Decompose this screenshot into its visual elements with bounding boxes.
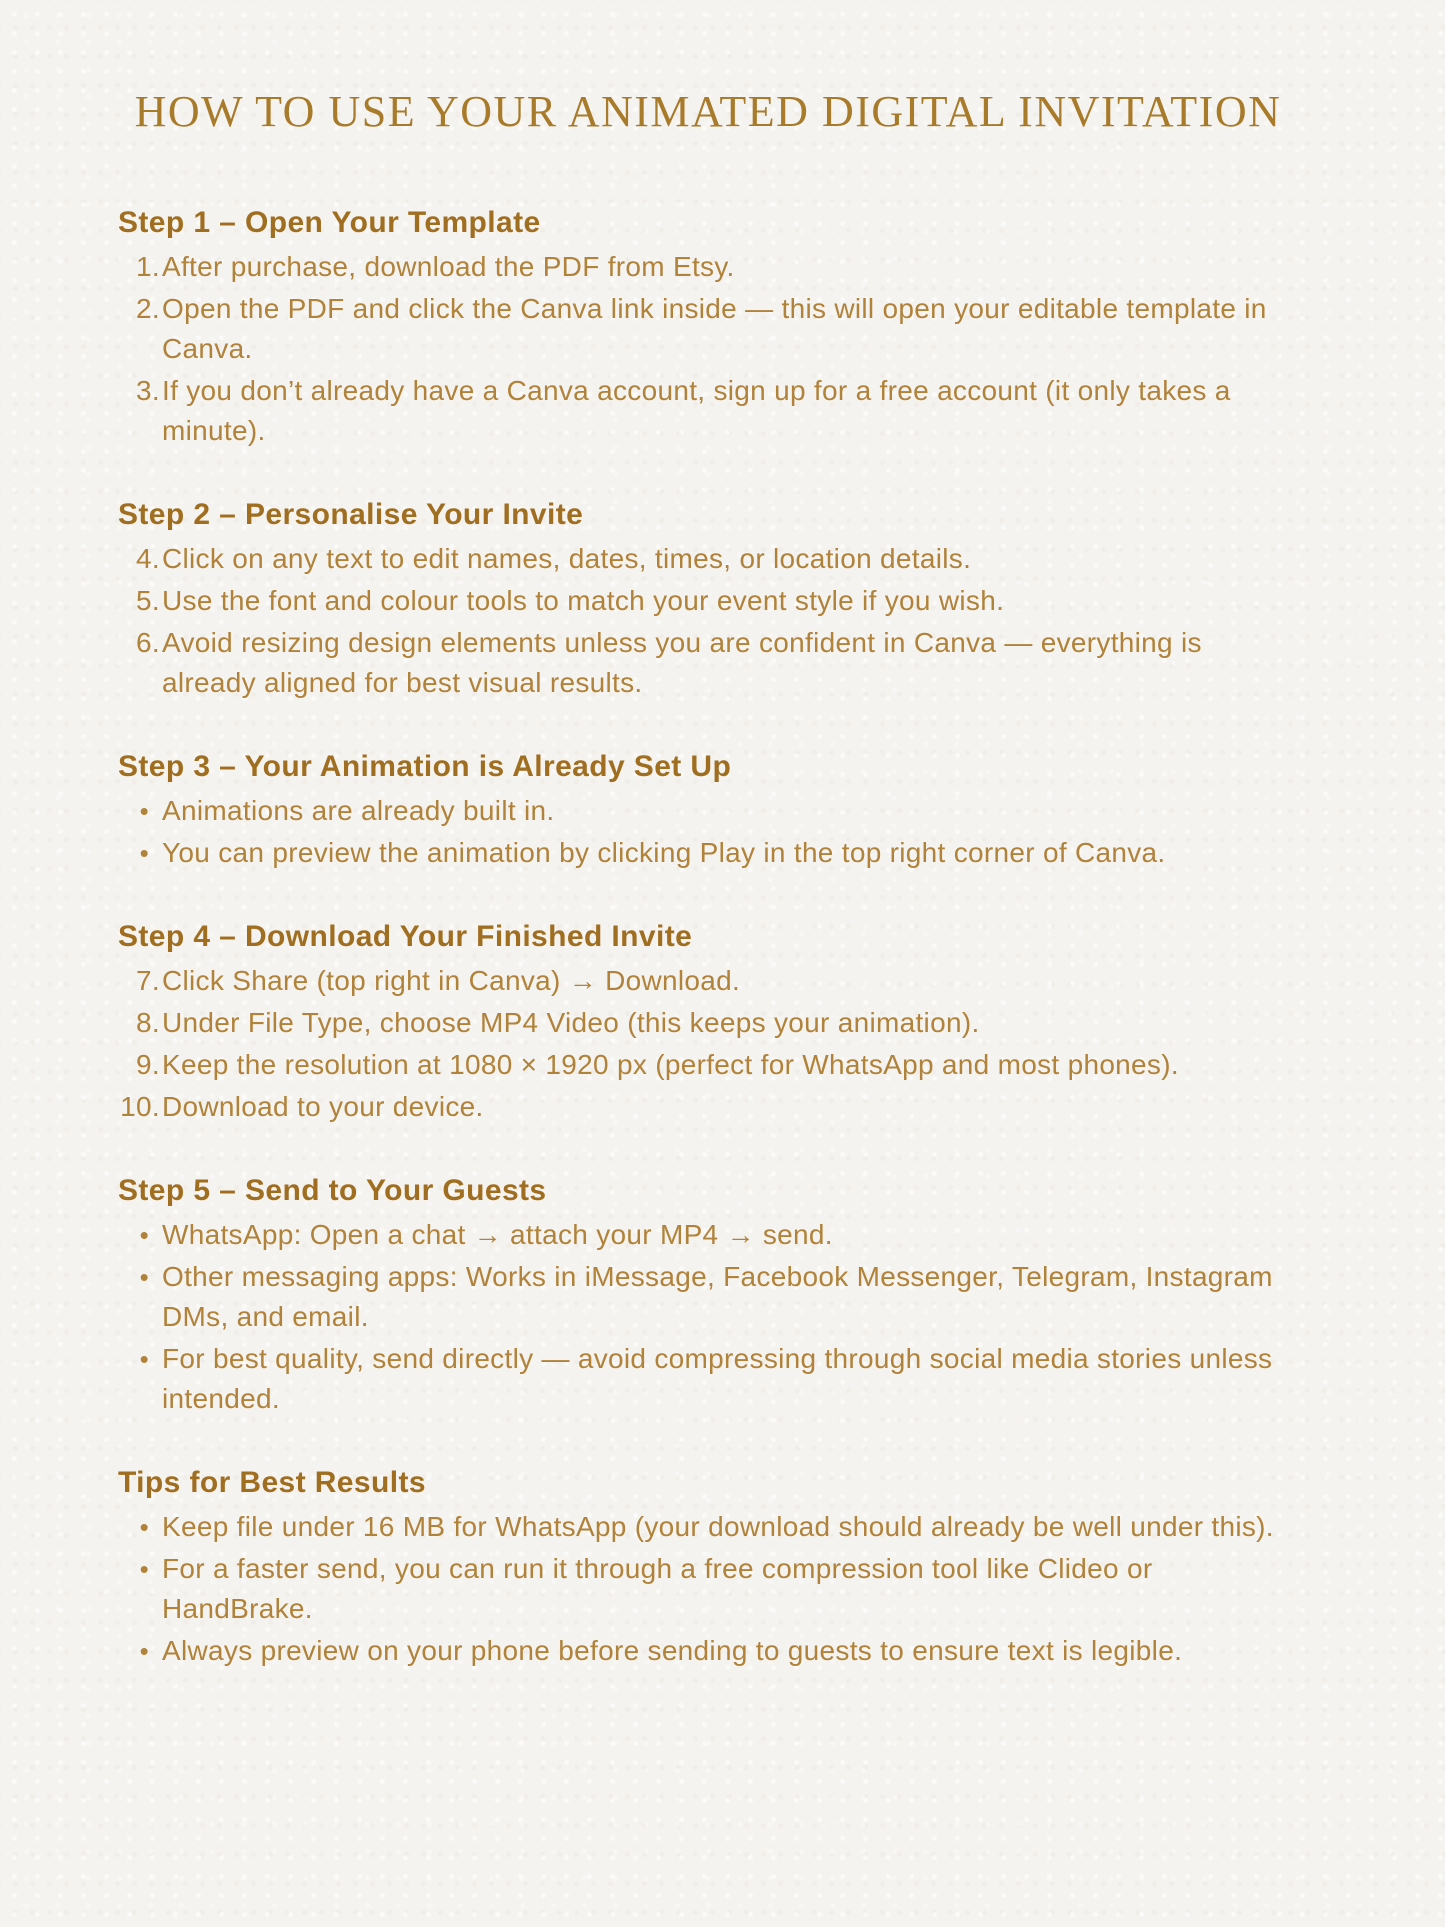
section-2: [118, 495, 1298, 703]
item-number: 5.: [136, 584, 160, 616]
bullet-dot: •: [139, 1511, 149, 1542]
instruction-page: [118, 0, 1298, 1793]
item-number: 7.: [136, 964, 160, 996]
bullet-dot: •: [139, 837, 149, 868]
list-item: [118, 1549, 1298, 1629]
item-text: After purchase, download the PDF from Etsy.: [162, 250, 735, 282]
list-item: [118, 539, 1298, 579]
item-text: WhatsApp: Open a chat → attach your MP4 → send.: [162, 1218, 833, 1250]
item-text: Click on any text to edit names, dates, times, or location details.: [162, 542, 972, 574]
section-list: [118, 961, 1298, 1127]
list-item: [118, 1631, 1298, 1671]
list-item: [118, 791, 1298, 831]
item-number: 10.: [120, 1090, 160, 1122]
bullet-dot: •: [139, 1261, 149, 1292]
section-list: [118, 1507, 1298, 1671]
bullet-dot: •: [139, 1219, 149, 1250]
item-text: Avoid resizing design elements unless you are confident in Canva — everything is already aligned for best visual results.: [162, 626, 1202, 698]
item-number: 6.: [136, 626, 160, 658]
item-text: Open the PDF and click the Canva link inside — this will open your editable template in Canva.: [162, 292, 1267, 364]
item-text: Download to your device.: [162, 1090, 484, 1122]
bullet-dot: •: [139, 1635, 149, 1666]
section-heading: Step 3 – Your Animation is Already Set Up: [118, 749, 732, 783]
list-item: [118, 961, 1298, 1001]
bullet-dot: •: [139, 1553, 149, 1584]
list-item: [118, 1257, 1298, 1337]
section-list: [118, 539, 1298, 703]
sections-container: [118, 203, 1298, 1671]
item-text: Other messaging apps: Works in iMessage, Facebook Messenger, Telegram, Instagram DMs, and email.: [162, 1260, 1273, 1332]
list-item: [118, 623, 1298, 703]
section-list: [118, 791, 1298, 873]
section-heading: Tips for Best Results: [118, 1465, 426, 1499]
item-text: Under File Type, choose MP4 Video (this keeps your animation).: [162, 1006, 980, 1038]
bullet-dot: •: [139, 1343, 149, 1374]
list-item: [118, 833, 1298, 873]
list-item: [118, 581, 1298, 621]
section-5: [118, 1171, 1298, 1419]
item-text: Keep file under 16 MB for WhatsApp (your download should already be well under this).: [162, 1510, 1274, 1542]
item-text: Always preview on your phone before sending to guests to ensure text is legible.: [162, 1634, 1183, 1666]
item-text: Animations are already built in.: [162, 794, 555, 826]
list-item: [118, 1087, 1298, 1127]
list-item: [118, 289, 1298, 369]
item-text: Use the font and colour tools to match your event style if you wish.: [162, 584, 1005, 616]
section-heading: Step 2 – Personalise Your Invite: [118, 497, 584, 531]
item-text: Click Share (top right in Canva) → Download.: [162, 964, 741, 996]
list-item: [118, 1003, 1298, 1043]
item-text: Keep the resolution at 1080 × 1920 px (perfect for WhatsApp and most phones).: [162, 1048, 1179, 1080]
item-number: 8.: [136, 1006, 160, 1038]
list-item: [118, 1045, 1298, 1085]
item-number: 3.: [136, 374, 160, 406]
item-number: 2.: [136, 292, 160, 324]
item-text: You can preview the animation by clicking Play in the top right corner of Canva.: [162, 836, 1166, 868]
item-text: For a faster send, you can run it through a free compression tool like Clideo or HandBrake.: [162, 1552, 1153, 1624]
section-list: [118, 247, 1298, 451]
item-number: 1.: [136, 250, 160, 282]
page-title: HOW TO USE YOUR ANIMATED DIGITAL INVITATION: [134, 87, 1282, 136]
section-3: [118, 747, 1298, 873]
section-list: [118, 1215, 1298, 1419]
section-heading: Step 4 – Download Your Finished Invite: [118, 919, 693, 953]
list-item: [118, 247, 1298, 287]
list-item: [118, 1339, 1298, 1419]
list-item: [118, 1507, 1298, 1547]
section-4: [118, 917, 1298, 1127]
item-text: If you don’t already have a Canva account, sign up for a free account (it only takes a minute).: [162, 374, 1231, 446]
list-item: [118, 1215, 1298, 1255]
item-number: 9.: [136, 1048, 160, 1080]
item-text: For best quality, send directly — avoid compressing through social media stories unless intended.: [162, 1342, 1273, 1414]
section-6: [118, 1463, 1298, 1671]
item-number: 4.: [136, 542, 160, 574]
list-item: [118, 371, 1298, 451]
section-heading: Step 5 – Send to Your Guests: [118, 1173, 547, 1207]
section-1: [118, 203, 1298, 451]
bullet-dot: •: [139, 795, 149, 826]
section-heading: Step 1 – Open Your Template: [118, 205, 541, 239]
